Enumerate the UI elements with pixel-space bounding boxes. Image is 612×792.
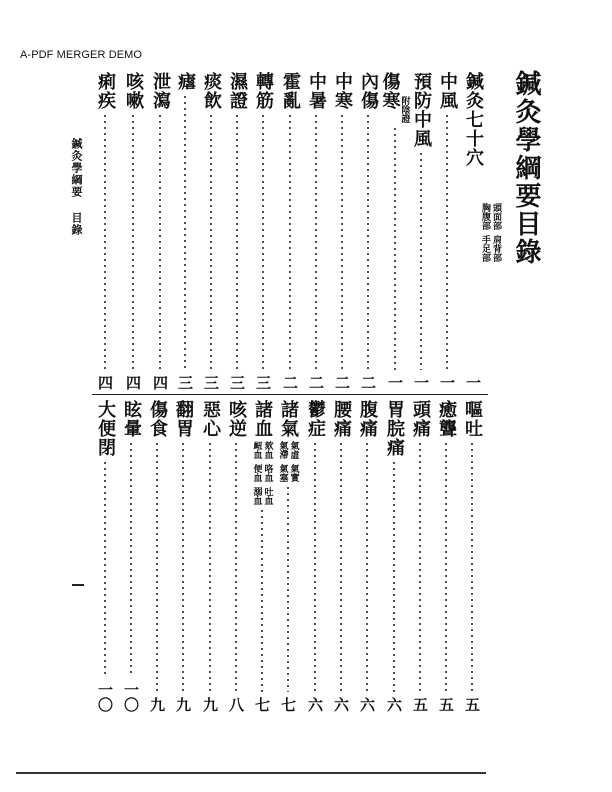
toc-entry-page: 三 (176, 375, 194, 390)
toc-entry-annotation: 附 陰證 (399, 96, 410, 123)
leader-dots (104, 113, 106, 370)
leader-dots (262, 113, 264, 370)
toc-entry-page: 三 (254, 375, 272, 390)
leader-dots (315, 113, 317, 370)
toc-entry[interactable] (462, 72, 501, 390)
toc-entry-page: 七 (279, 697, 297, 712)
toc-entry[interactable] (435, 400, 457, 712)
toc-entry[interactable] (94, 400, 116, 712)
toc-entry-page: 六 (385, 697, 403, 712)
leader-dots (394, 126, 396, 370)
toc-entry[interactable] (94, 72, 116, 390)
toc-entry[interactable] (200, 72, 222, 390)
toc-entry-page: 六 (332, 697, 350, 712)
toc-entry-page: 五 (411, 697, 429, 712)
leader-dots (287, 485, 289, 692)
toc-entry[interactable] (383, 400, 405, 712)
toc-entry[interactable] (172, 400, 194, 712)
toc-entry[interactable] (252, 72, 274, 390)
toc-entry[interactable] (357, 72, 379, 390)
toc-entry-label: 瘧 (175, 72, 196, 91)
leader-dots (130, 441, 132, 677)
running-header-section: 目錄 (70, 212, 83, 236)
toc-entry[interactable] (331, 72, 353, 390)
leader-dots (340, 441, 342, 692)
toc-entry-label: 痰飲 (201, 72, 222, 110)
leader-dots (445, 441, 447, 692)
leader-dots (235, 441, 237, 692)
toc-entry-page: 一 (438, 375, 456, 390)
toc-entry-label: 中風 (437, 72, 458, 110)
leader-dots (366, 441, 368, 692)
toc-entry-annotation: 氣虛 氣滯 氣實 氣塞 (277, 441, 299, 482)
toc-entry-label: 濕證 (227, 72, 248, 110)
toc-entry[interactable] (305, 72, 327, 390)
leader-dots (289, 113, 291, 370)
toc-entry-page: 二 (359, 375, 377, 390)
toc-entry[interactable] (122, 72, 144, 390)
toc-entry[interactable] (120, 400, 142, 712)
page-number-marker (72, 584, 84, 586)
toc-entry-annotation: 頭面部 胸腹部 肩背部 手足部 (480, 203, 501, 262)
toc-entry-page: 一〇 (122, 682, 140, 712)
leader-dots (471, 441, 473, 692)
leader-dots (367, 113, 369, 370)
toc-entry[interactable] (251, 400, 273, 712)
toc-entry[interactable] (461, 400, 483, 712)
toc-entry-label: 惡心 (200, 400, 221, 438)
toc-entry-page: 四 (96, 375, 114, 390)
section-divider (92, 394, 488, 395)
toc-entry[interactable] (277, 400, 299, 712)
toc-entry-page: 四 (151, 375, 169, 390)
toc-entry-label: 腰痛 (331, 400, 352, 438)
toc-entry-page: 一〇 (96, 682, 114, 712)
toc-entry-label: 諸血 (252, 400, 273, 438)
leader-dots (236, 113, 238, 370)
leader-dots (159, 113, 161, 370)
leader-dots (314, 441, 316, 692)
toc-entry-label: 翻胃 (173, 400, 194, 438)
leader-dots (393, 460, 395, 692)
leader-dots (182, 441, 184, 692)
page-bottom-rule (16, 772, 486, 774)
toc-entry-label: 鬱症 (305, 400, 326, 438)
toc-entry-label: 咳逆 (226, 400, 247, 438)
toc-entry-label: 內傷 (358, 72, 379, 110)
toc-entry[interactable] (174, 72, 196, 390)
toc-entry[interactable] (146, 400, 168, 712)
toc-entry-page: 五 (463, 697, 481, 712)
toc-entry-label: 傷食 (147, 400, 168, 438)
toc-entry-page: 二 (333, 375, 351, 390)
toc-entry-annotation: 欬血 衄血 咯血 便血 吐血 溺血 (251, 441, 273, 505)
toc-entry-page: 二 (281, 375, 299, 390)
toc-entry[interactable] (304, 400, 326, 712)
toc-entry-page: 八 (227, 697, 245, 712)
toc-entry-label: 頭痛 (410, 400, 431, 438)
toc-entry[interactable] (149, 72, 171, 390)
toc-entry[interactable] (279, 72, 301, 390)
toc-entry-label: 中暑 (306, 72, 327, 110)
toc-entry-label: 中寒 (332, 72, 353, 110)
toc-entry-page: 六 (306, 697, 324, 712)
toc-entry-page: 九 (174, 697, 192, 712)
watermark: A-PDF MERGER DEMO (20, 49, 143, 61)
toc-entry-page: 二 (307, 375, 325, 390)
toc-entry-page: 三 (202, 375, 220, 390)
toc-entry-label: 預防中風 (411, 72, 432, 148)
toc-entry-label: 眩暈 (121, 400, 142, 438)
toc-entry-label: 嘔吐 (462, 400, 483, 438)
page-title: 鍼灸學綱要目錄 (511, 70, 541, 266)
toc-entry[interactable] (379, 72, 410, 390)
toc-entry-label: 腹痛 (357, 400, 378, 438)
running-header (68, 138, 84, 236)
leader-dots (446, 113, 448, 370)
leader-dots (341, 113, 343, 370)
toc-entry-label: 痢疾 (95, 72, 116, 110)
toc-entry[interactable] (226, 72, 248, 390)
leader-dots (210, 113, 212, 370)
running-header-book: 鍼灸學綱要 (70, 138, 83, 198)
leader-dots (419, 441, 421, 692)
toc-entry-page: 七 (253, 697, 271, 712)
toc-entry[interactable] (356, 400, 378, 712)
leader-dots (209, 441, 211, 692)
toc-entry-page: 九 (148, 697, 166, 712)
toc-entry-page: 六 (358, 697, 376, 712)
toc-entry-page: 一 (464, 375, 482, 390)
toc-entry-label: 癒聾 (436, 400, 457, 438)
toc-entry[interactable] (410, 72, 432, 390)
toc-entry-label: 諸氣 (278, 400, 299, 438)
toc-entry-label: 胃脘痛 (384, 400, 405, 457)
toc-entry-label: 大便閉 (95, 400, 116, 457)
toc-entry-page: 三 (228, 375, 246, 390)
leader-dots (261, 508, 263, 692)
leader-dots (184, 94, 186, 370)
toc-entry-page: 一 (412, 375, 430, 390)
toc-entry[interactable] (330, 400, 352, 712)
toc-entry-page: 九 (201, 697, 219, 712)
toc-entry[interactable] (199, 400, 221, 712)
toc-entry-label: 鍼灸七十穴 (463, 72, 484, 167)
toc-entry-label: 咳嗽 (123, 72, 144, 110)
toc-entry[interactable] (409, 400, 431, 712)
toc-entry[interactable] (225, 400, 247, 712)
leader-dots (156, 441, 158, 692)
toc-entry-page: 五 (437, 697, 455, 712)
toc-entry[interactable] (436, 72, 458, 390)
toc-entry-label: 泄瀉 (150, 72, 171, 110)
leader-dots (420, 151, 422, 370)
toc-entry-page: 四 (124, 375, 142, 390)
toc-entry-label: 傷寒 (379, 72, 401, 110)
toc-entry-label: 霍亂 (280, 72, 301, 110)
leader-dots (132, 113, 134, 370)
leader-dots (104, 460, 106, 677)
toc-entry-label: 轉筋 (253, 72, 274, 110)
toc-entry-page: 一 (386, 375, 404, 390)
